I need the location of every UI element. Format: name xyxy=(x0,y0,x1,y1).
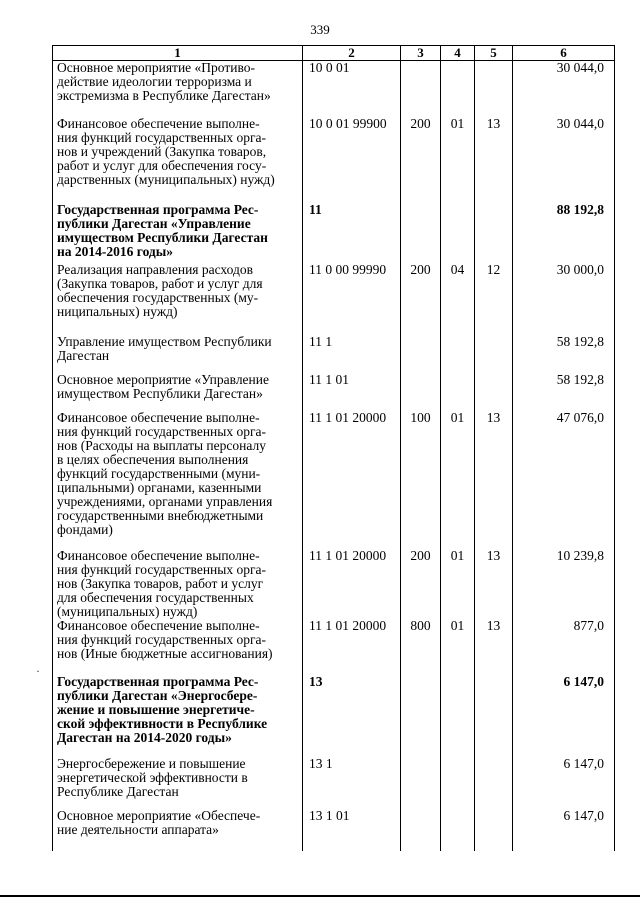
row-code: 10 0 01 99900 xyxy=(303,117,401,203)
table-row xyxy=(53,675,615,757)
row-code: 11 1 01 20000 xyxy=(303,619,401,675)
footer-rule xyxy=(0,895,640,897)
row-amount: 877,0 xyxy=(513,619,615,675)
row-name: Основное мероприятие «Управление имуществом Республики Дагестан» xyxy=(53,373,303,411)
row-col5 xyxy=(475,61,513,117)
row-col4 xyxy=(441,335,475,373)
row-amount: 30 044,0 xyxy=(513,117,615,203)
row-amount: 30 000,0 xyxy=(513,263,615,335)
row-col4: 04 xyxy=(441,263,475,335)
scan-mark: · xyxy=(36,664,40,678)
row-code: 11 xyxy=(303,203,401,263)
row-name: Финансовое обеспечение выполне- ния функций государственных орга- нов (Иные бюджетные ассигнования) xyxy=(53,619,303,675)
row-name: Финансовое обеспечение выполне- ния функций государственных орга- нов (Расходы на выплаты персоналу в целях обеспечения выполнения функций государственными (муни- ципальными) органами, казенными учреждениями, органами управления государственными внебюджетными фондами) xyxy=(53,411,303,549)
row-col3: 800 xyxy=(401,619,441,675)
column-header: 6 xyxy=(513,46,615,61)
budget-table xyxy=(52,45,615,851)
row-col3 xyxy=(401,61,441,117)
column-header: 2 xyxy=(303,46,401,61)
table-row xyxy=(53,263,615,335)
table-row xyxy=(53,61,615,117)
row-amount: 6 147,0 xyxy=(513,675,615,757)
row-col5 xyxy=(475,203,513,263)
row-col4: 01 xyxy=(441,411,475,549)
row-col3 xyxy=(401,373,441,411)
row-col3: 200 xyxy=(401,263,441,335)
table-row xyxy=(53,757,615,809)
table-row xyxy=(53,809,615,851)
table-header-row xyxy=(53,46,615,61)
row-col4: 01 xyxy=(441,117,475,203)
row-code: 11 1 01 20000 xyxy=(303,411,401,549)
column-header: 4 xyxy=(441,46,475,61)
column-header: 5 xyxy=(475,46,513,61)
row-code: 11 1 01 20000 xyxy=(303,549,401,619)
row-col5 xyxy=(475,757,513,809)
row-code: 13 1 xyxy=(303,757,401,809)
row-code: 13 1 01 xyxy=(303,809,401,851)
table-row xyxy=(53,549,615,619)
row-amount: 30 044,0 xyxy=(513,61,615,117)
row-code: 11 1 01 xyxy=(303,373,401,411)
column-header: 3 xyxy=(401,46,441,61)
row-name: Государственная программа Рес- публики Дагестан «Управление имуществом Республики Дагестан на 2014-2016 годы» xyxy=(53,203,303,263)
row-col3 xyxy=(401,809,441,851)
row-name: Финансовое обеспечение выполне- ния функций государственных орга- нов и учреждений (Закупка товаров, работ и услуг для обеспечения госу- дарственных (муниципальных) нужд) xyxy=(53,117,303,203)
row-col3 xyxy=(401,675,441,757)
row-amount: 58 192,8 xyxy=(513,335,615,373)
row-col4 xyxy=(441,809,475,851)
row-col3: 200 xyxy=(401,549,441,619)
page-number: 339 xyxy=(310,22,330,37)
row-amount: 6 147,0 xyxy=(513,757,615,809)
row-amount: 10 239,8 xyxy=(513,549,615,619)
row-amount: 88 192,8 xyxy=(513,203,615,263)
table-row xyxy=(53,619,615,675)
row-col5: 13 xyxy=(475,549,513,619)
row-col4 xyxy=(441,61,475,117)
table-row xyxy=(53,203,615,263)
row-name: Реализация направления расходов (Закупка товаров, работ и услуг для обеспечения государственных (му- ниципальных) нужд) xyxy=(53,263,303,335)
row-col4: 01 xyxy=(441,549,475,619)
row-col4 xyxy=(441,373,475,411)
row-col3: 100 xyxy=(401,411,441,549)
row-col3 xyxy=(401,335,441,373)
row-col4 xyxy=(441,757,475,809)
row-col5: 13 xyxy=(475,117,513,203)
table-row xyxy=(53,373,615,411)
row-code: 13 xyxy=(303,675,401,757)
table-row xyxy=(53,117,615,203)
row-code: 11 0 00 99990 xyxy=(303,263,401,335)
row-col3: 200 xyxy=(401,117,441,203)
row-col3 xyxy=(401,203,441,263)
table-row xyxy=(53,335,615,373)
row-col4 xyxy=(441,203,475,263)
table-body xyxy=(53,61,615,851)
row-name: Основное мероприятие «Противо- действие идеологии терроризма и экстремизма в Республике Дагестан» xyxy=(53,61,303,117)
row-col5 xyxy=(475,675,513,757)
row-col3 xyxy=(401,757,441,809)
row-col4 xyxy=(441,675,475,757)
row-amount: 58 192,8 xyxy=(513,373,615,411)
row-name: Основное мероприятие «Обеспече- ние деятельности аппарата» xyxy=(53,809,303,851)
row-col5: 12 xyxy=(475,263,513,335)
row-name: Государственная программа Рес- публики Дагестан «Энергосбере- жение и повышение энергетиче- ской эффективности в Республике Дагестан на 2014-2020 годы» xyxy=(53,675,303,757)
table-row xyxy=(53,411,615,549)
row-amount: 47 076,0 xyxy=(513,411,615,549)
row-col5: 13 xyxy=(475,619,513,675)
row-code: 11 1 xyxy=(303,335,401,373)
row-col4: 01 xyxy=(441,619,475,675)
row-code: 10 0 01 xyxy=(303,61,401,117)
row-name: Финансовое обеспечение выполне- ния функций государственных орга- нов (Закупка товаров, работ и услуг для обеспечения государственных (муниципальных) нужд) xyxy=(53,549,303,619)
row-col5: 13 xyxy=(475,411,513,549)
row-amount: 6 147,0 xyxy=(513,809,615,851)
row-name: Управление имуществом Республики Дагестан xyxy=(53,335,303,373)
row-col5 xyxy=(475,809,513,851)
row-name: Энергосбережение и повышение энергетической эффективности в Республике Дагестан xyxy=(53,757,303,809)
column-header: 1 xyxy=(53,46,303,61)
row-col5 xyxy=(475,373,513,411)
row-col5 xyxy=(475,335,513,373)
